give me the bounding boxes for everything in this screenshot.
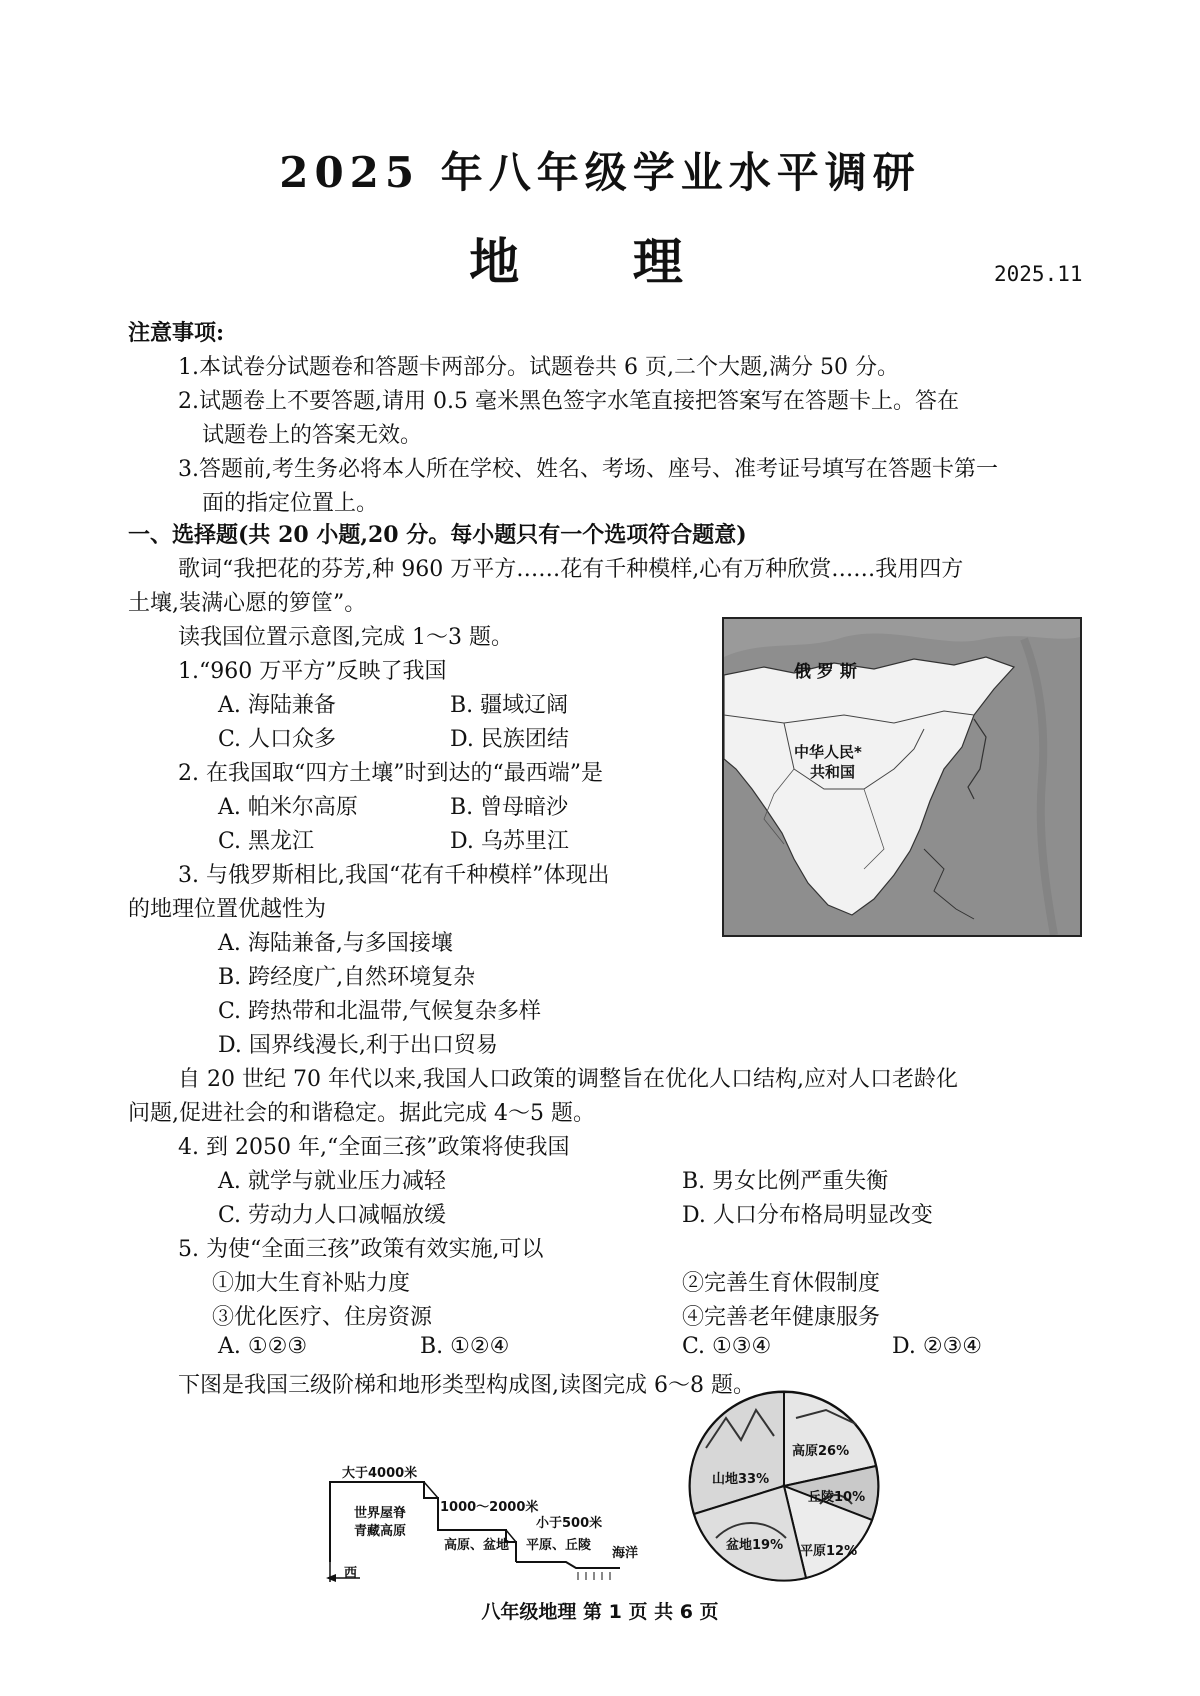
q3-option-b: B. 跨经度广,自然环境复杂 [218,965,476,990]
q5-item-3: ③优化医疗、住房资源 [212,1305,433,1330]
staircase-low-step [516,1562,620,1568]
west-label: 西 [344,1566,358,1581]
q5-option-b: B. ①②④ [420,1334,510,1359]
step1-name-2: 青藏高原 [354,1524,407,1539]
q5-option-d: D. ②③④ [892,1334,983,1359]
pie-label-hill: 丘陵10% [808,1490,866,1505]
q2-option-c: C. 黑龙江 [218,829,315,854]
pie-label-mountain: 山地33% [712,1472,770,1487]
step3-height-label: 小于500米 [536,1516,603,1531]
q1-option-b: B. 疆域辽阔 [450,693,569,718]
q2-option-b: B. 曾母暗沙 [450,795,569,820]
question-5: 5. 为使“全面三孩”政策有效实施,可以 [178,1237,544,1262]
q5-option-c: C. ①③④ [682,1334,772,1359]
exam-date: 2025.11 [994,262,1083,286]
step2-height-label: 1000～2000米 [440,1500,539,1515]
section-1-heading: 一、选择题(共 20 小题,20 分。每小题只有一个选项符合题意) [128,522,747,548]
question-2: 2. 在我国取“四方土壤”时到达的“最西端”是 [178,761,603,786]
intro-population-b: 问题,促进社会的和谐稳定。据此完成 4～5 题。 [128,1101,595,1126]
read-map-instruction: 读我国位置示意图,完成 1～3 题。 [178,625,513,650]
step-slope-1 [424,1482,438,1498]
q3-option-a: A. 海陆兼备,与多国接壤 [218,931,453,956]
exam-title: 2025 年八年级学业水平调研 [279,148,921,197]
q2-option-d: D. 乌苏里江 [450,829,569,854]
note-3a: 3.答题前,考生务必将本人所在学校、姓名、考场、座号、准考证号填写在答题卡第一 [178,457,998,482]
q5-item-2: ②完善生育休假制度 [682,1271,881,1296]
step1-name-1: 世界屋脊 [354,1506,407,1521]
west-arrow-head [326,1574,336,1582]
q5-item-4: ④完善老年健康服务 [682,1305,881,1330]
note-3b: 面的指定位置上。 [202,491,379,516]
q1-option-d: D. 民族团结 [450,727,569,752]
pie-label-plain: 平原12% [800,1544,858,1559]
q3-option-c: C. 跨热带和北温带,气候复杂多样 [218,999,542,1024]
q4-option-c: C. 劳动力人口减幅放缓 [218,1203,447,1228]
map-label-china-1: 中华人民* [794,743,862,761]
q4-option-a: A. 就学与就业压力减轻 [218,1169,446,1194]
page-footer: 八年级地理 第 1 页 共 6 页 [481,1601,719,1623]
question-3a: 3. 与俄罗斯相比,我国“花有千种模样”体现出 [178,863,610,888]
intro-population-a: 自 20 世纪 70 年代以来,我国人口政策的调整旨在优化人口结构,应对人口老龄化 [178,1067,958,1092]
notes-heading: 注意事项: [128,320,225,346]
note-2b: 试题卷上的答案无效。 [202,423,423,448]
q5-option-a: A. ①②③ [218,1334,308,1359]
pie-label-plateau: 高原26% [792,1444,850,1459]
intro-lyrics-b: 土壤,装满心愿的箩筐”。 [128,591,367,616]
map-graphic [724,619,1080,935]
china-location-map [722,617,1082,937]
q1-option-a: A. 海陆兼备 [218,693,336,718]
q4-option-d: D. 人口分布格局明显改变 [682,1203,933,1228]
step2-name: 高原、盆地 [444,1538,510,1553]
note-2a: 2.试题卷上不要答题,请用 0.5 毫米黑色签字水笔直接把答案写在答题卡上。答在 [178,389,959,414]
q2-option-a: A. 帕米尔高原 [218,795,358,820]
map-label-russia: 俄 罗 斯 [794,662,857,682]
ocean-label: 海洋 [612,1546,639,1561]
q4-option-b: B. 男女比例严重失衡 [682,1169,889,1194]
question-4: 4. 到 2050 年,“全面三孩”政策将使我国 [178,1135,570,1160]
step1-height-label: 大于4000米 [342,1466,418,1481]
q5-item-1: ①加大生育补贴力度 [212,1271,411,1296]
question-1: 1.“960 万平方”反映了我国 [178,659,447,684]
q1-option-c: C. 人口众多 [218,727,337,752]
pie-label-basin: 盆地19% [726,1538,784,1553]
step3-name: 平原、丘陵 [526,1538,592,1553]
intro-lyrics-a: 歌词“我把花的芬芳,种 960 万平方……花有千种模样,心有万种欣赏……我用四方 [178,557,964,582]
note-1: 1.本试卷分试题卷和答题卡两部分。试题卷共 6 页,二个大题,满分 50 分。 [178,355,899,380]
map-label-china-2: 共和国 [810,763,856,781]
subject-title: 地 理 [469,232,731,291]
question-3b: 的地理位置优越性为 [128,897,327,922]
intro-terrain: 下图是我国三级阶梯和地形类型构成图,读图完成 6～8 题。 [178,1373,755,1398]
q3-option-d: D. 国界线漫长,利于出口贸易 [218,1033,498,1058]
